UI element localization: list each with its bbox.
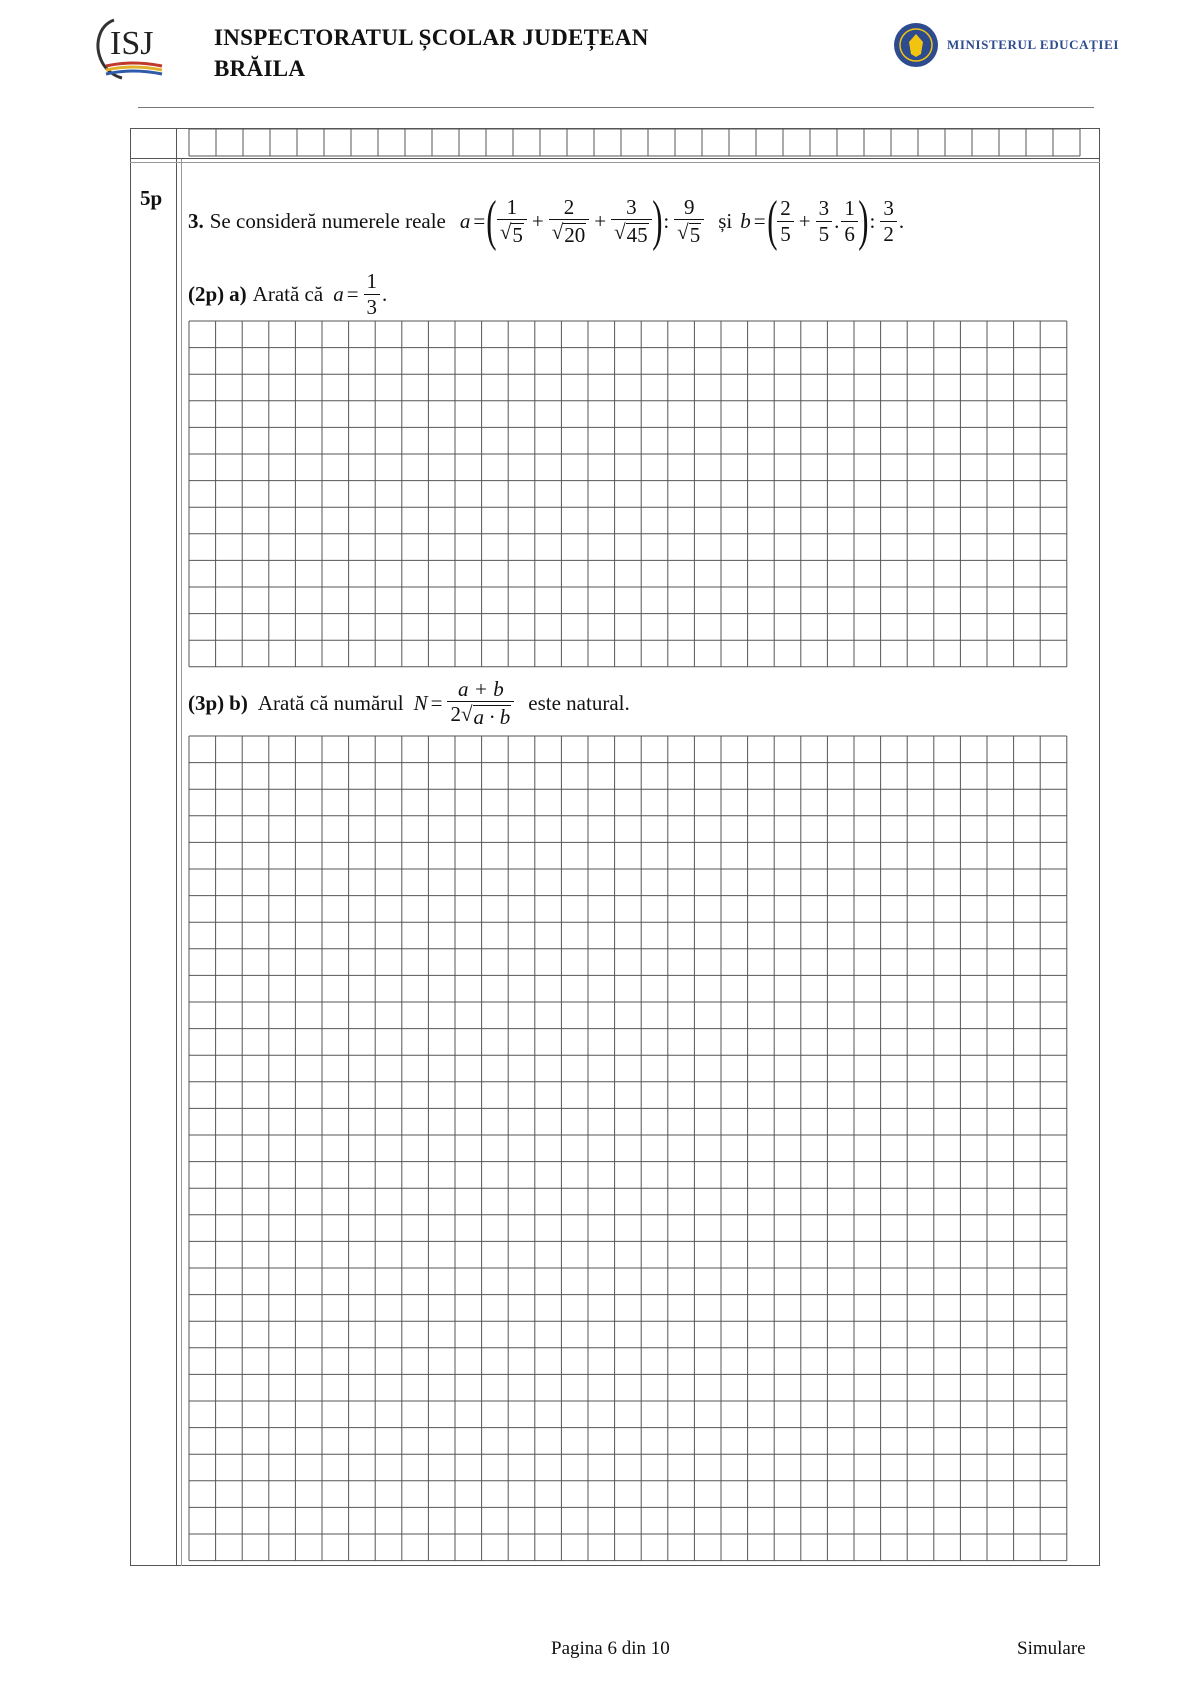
part-b-tail: este natural. [528, 690, 630, 715]
paren-open: ( [486, 190, 497, 252]
header-title [214, 22, 649, 84]
part-b-statement: (3p) b) Arată că numărul N = a + b 2√ a · b este natural. [188, 676, 630, 729]
exercise-intro: Se consideră numerele reale [209, 208, 446, 233]
header-title-line2: BRĂILA [214, 56, 306, 81]
top-grid-strip [188, 128, 1081, 157]
b-divisor: $\frac{3}{2}$ [880, 197, 897, 244]
a-term-1: 1 √ 5 [497, 196, 527, 246]
part-a-fraction: $\frac{1}{3}$ [364, 270, 381, 317]
ministry-text: MINISTERUL EDUCAȚIEI [947, 37, 1120, 52]
part-b-fraction: a + b 2√ a · b [447, 678, 514, 728]
paren-open-b: ( [766, 190, 778, 252]
top-band-divider-inner [130, 162, 1100, 163]
logo-text: ISJ [110, 25, 154, 62]
part-b-points: (3p) [188, 690, 225, 715]
header-title-line1: INSPECTORATUL ȘCOLAR JUDEȚEAN [214, 25, 649, 50]
part-a-statement: (2p) a) Arată că a = $\frac{1}{3}$ . [188, 269, 388, 319]
part-b-letter: b) [229, 690, 248, 715]
a-divisor: 9 √ 5 [674, 196, 704, 246]
a-term-3: 3 √ 45 [611, 196, 652, 246]
b-term-3: $\frac{1}{6}$ [841, 197, 858, 244]
score-column-divider-inner [181, 158, 182, 1566]
part-b-var: N [413, 690, 428, 715]
equals-sign: = [473, 208, 486, 233]
part-a-text: Arată că [252, 281, 324, 306]
ministry-crest-icon [893, 22, 939, 68]
header-divider [138, 107, 1094, 108]
paren-close: ) [651, 190, 663, 252]
page-number: Pagina 6 din 10 [551, 1638, 670, 1659]
problem-statement: 3. Se consideră numerele reale a = ( 1 √ 5 + 2 √ 20 + 3 √ 45 ) : 9 √ 5 și b = ( $\frac{2}{5}$ + $\frac{3}{5}$ . $\frac{1}{6}$ ) : $\frac{3}{2}$ . [188, 190, 905, 252]
answer-grid-b[interactable] [188, 735, 1068, 1562]
score-column-divider [176, 128, 177, 1566]
part-a-points: (2p) [188, 281, 225, 306]
top-band-divider [130, 158, 1100, 159]
paren-close-b: ) [858, 190, 869, 252]
part-a-var: a [333, 281, 344, 306]
and-word: și [718, 208, 733, 233]
a-term-2: 2 √ 20 [549, 196, 590, 246]
part-a-letter: a) [229, 281, 247, 306]
b-term-2: $\frac{3}{5}$ [816, 197, 833, 244]
exercise-number: 3. [188, 208, 204, 233]
ministry-logo [893, 22, 1119, 68]
answer-grid-a[interactable] [188, 320, 1068, 668]
var-a: a [459, 208, 471, 233]
var-b: b [740, 208, 751, 233]
part-b-text: Arată că numărul [257, 690, 404, 715]
b-term-1: $\frac{2}{5}$ [777, 197, 794, 244]
footer-label: Simulare [1017, 1638, 1086, 1659]
isj-logo [92, 16, 170, 80]
exercise-points: 5p [140, 186, 163, 210]
